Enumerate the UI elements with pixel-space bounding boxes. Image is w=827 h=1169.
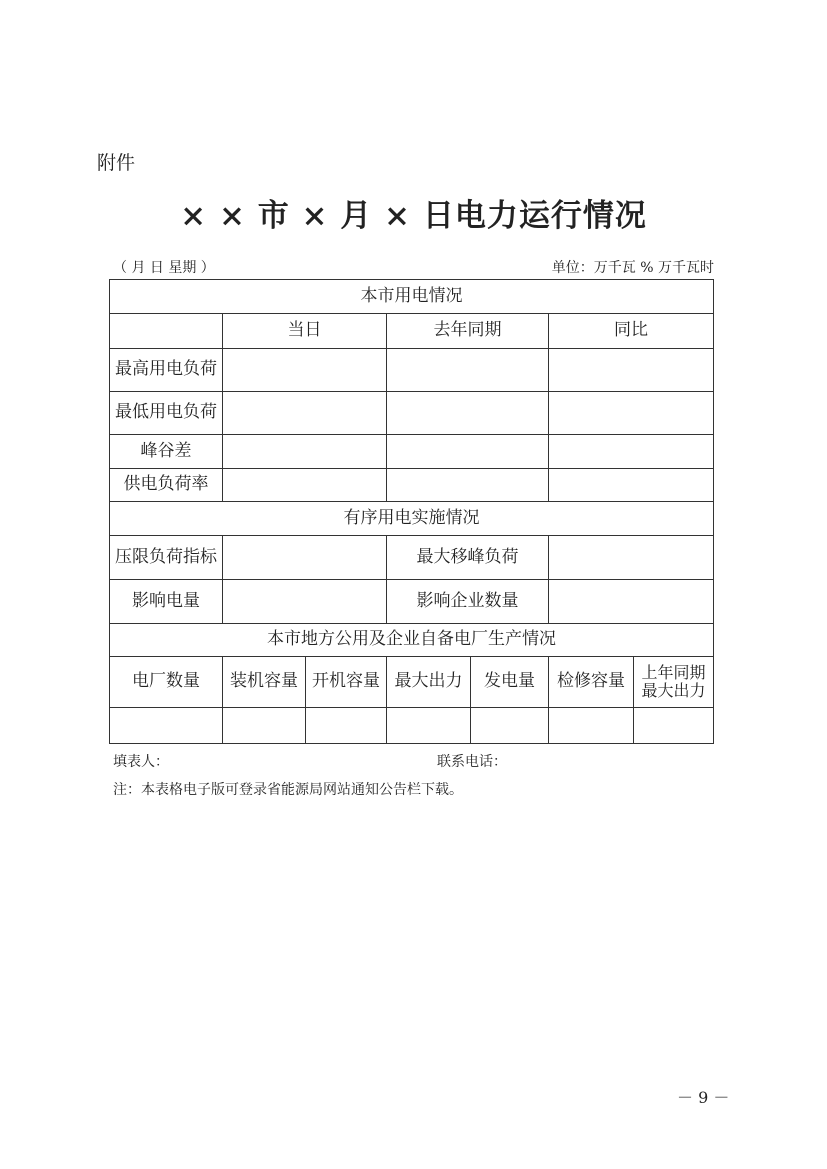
cell-max-load-today[interactable] bbox=[223, 349, 387, 392]
cell-supply-rate-yoy[interactable] bbox=[549, 469, 714, 502]
date-line: （ 月 日 星期 ） bbox=[113, 260, 215, 276]
cell-installed-capacity[interactable] bbox=[223, 708, 306, 744]
row-label-supply-rate: 供电负荷率 bbox=[110, 469, 223, 502]
col-header-maintenance-capacity: 检修容量 bbox=[549, 657, 634, 708]
col-header-today: 当日 bbox=[223, 314, 387, 349]
col-header-online-capacity: 开机容量 bbox=[306, 657, 387, 708]
cell-maintenance-capacity[interactable] bbox=[549, 708, 634, 744]
power-report-table bbox=[109, 279, 714, 744]
cell-last-year-max-output[interactable] bbox=[634, 708, 714, 744]
cell-min-load-today[interactable] bbox=[223, 392, 387, 435]
label-limit-load-index: 压限负荷指标 bbox=[110, 536, 223, 580]
cell-supply-rate-today[interactable] bbox=[223, 469, 387, 502]
col-header-max-output: 最大出力 bbox=[387, 657, 471, 708]
cell-max-peak-shift[interactable] bbox=[549, 536, 714, 580]
cell-limit-load-index[interactable] bbox=[223, 536, 387, 580]
units-line: 单位：万千瓦 % 万千瓦时 bbox=[551, 260, 714, 276]
cell-affected-power[interactable] bbox=[223, 580, 387, 624]
col-header-generation: 发电量 bbox=[471, 657, 549, 708]
cell-supply-rate-last-year[interactable] bbox=[387, 469, 549, 502]
last-year-max-output-line2: 最大出力 bbox=[641, 681, 706, 700]
row-label-min-load: 最低用电负荷 bbox=[110, 392, 223, 435]
cell-plant-count[interactable] bbox=[110, 708, 223, 744]
header-empty-cell bbox=[110, 314, 223, 349]
cell-min-load-yoy[interactable] bbox=[549, 392, 714, 435]
section-local-plants: 本市地方公用及企业自备电厂生产情况 bbox=[110, 624, 714, 657]
col-header-installed-capacity: 装机容量 bbox=[223, 657, 306, 708]
attachment-label: 附件 bbox=[97, 152, 136, 174]
last-year-max-output-line1: 上年同期 bbox=[641, 662, 706, 682]
filler-label: 填表人： bbox=[113, 754, 169, 770]
page-number: － 9 － bbox=[677, 1088, 730, 1107]
cell-min-load-last-year[interactable] bbox=[387, 392, 549, 435]
col-header-plant-count: 电厂数量 bbox=[110, 657, 223, 708]
label-affected-power: 影响电量 bbox=[110, 580, 223, 624]
label-max-peak-shift: 最大移峰负荷 bbox=[387, 536, 549, 580]
cell-affected-companies[interactable] bbox=[549, 580, 714, 624]
page-title: × × 市 × 月 × 日电力运行情况 bbox=[180, 198, 647, 234]
col-header-last-year: 去年同期 bbox=[387, 314, 549, 349]
download-note: 注：本表格电子版可登录省能源局网站通知公告栏下载。 bbox=[113, 782, 463, 798]
cell-max-output[interactable] bbox=[387, 708, 471, 744]
section-orderly-usage: 有序用电实施情况 bbox=[110, 502, 714, 536]
section-city-usage: 本市用电情况 bbox=[110, 280, 714, 314]
cell-online-capacity[interactable] bbox=[306, 708, 387, 744]
cell-generation[interactable] bbox=[471, 708, 549, 744]
row-label-max-load: 最高用电负荷 bbox=[110, 349, 223, 392]
cell-peak-valley-yoy[interactable] bbox=[549, 435, 714, 469]
cell-peak-valley-last-year[interactable] bbox=[387, 435, 549, 469]
cell-max-load-last-year[interactable] bbox=[387, 349, 549, 392]
col-header-last-year-max-output bbox=[634, 657, 714, 708]
label-affected-companies: 影响企业数量 bbox=[387, 580, 549, 624]
cell-max-load-yoy[interactable] bbox=[549, 349, 714, 392]
cell-peak-valley-today[interactable] bbox=[223, 435, 387, 469]
col-header-yoy: 同比 bbox=[549, 314, 714, 349]
row-label-peak-valley: 峰谷差 bbox=[110, 435, 223, 469]
phone-label: 联系电话： bbox=[437, 754, 507, 770]
